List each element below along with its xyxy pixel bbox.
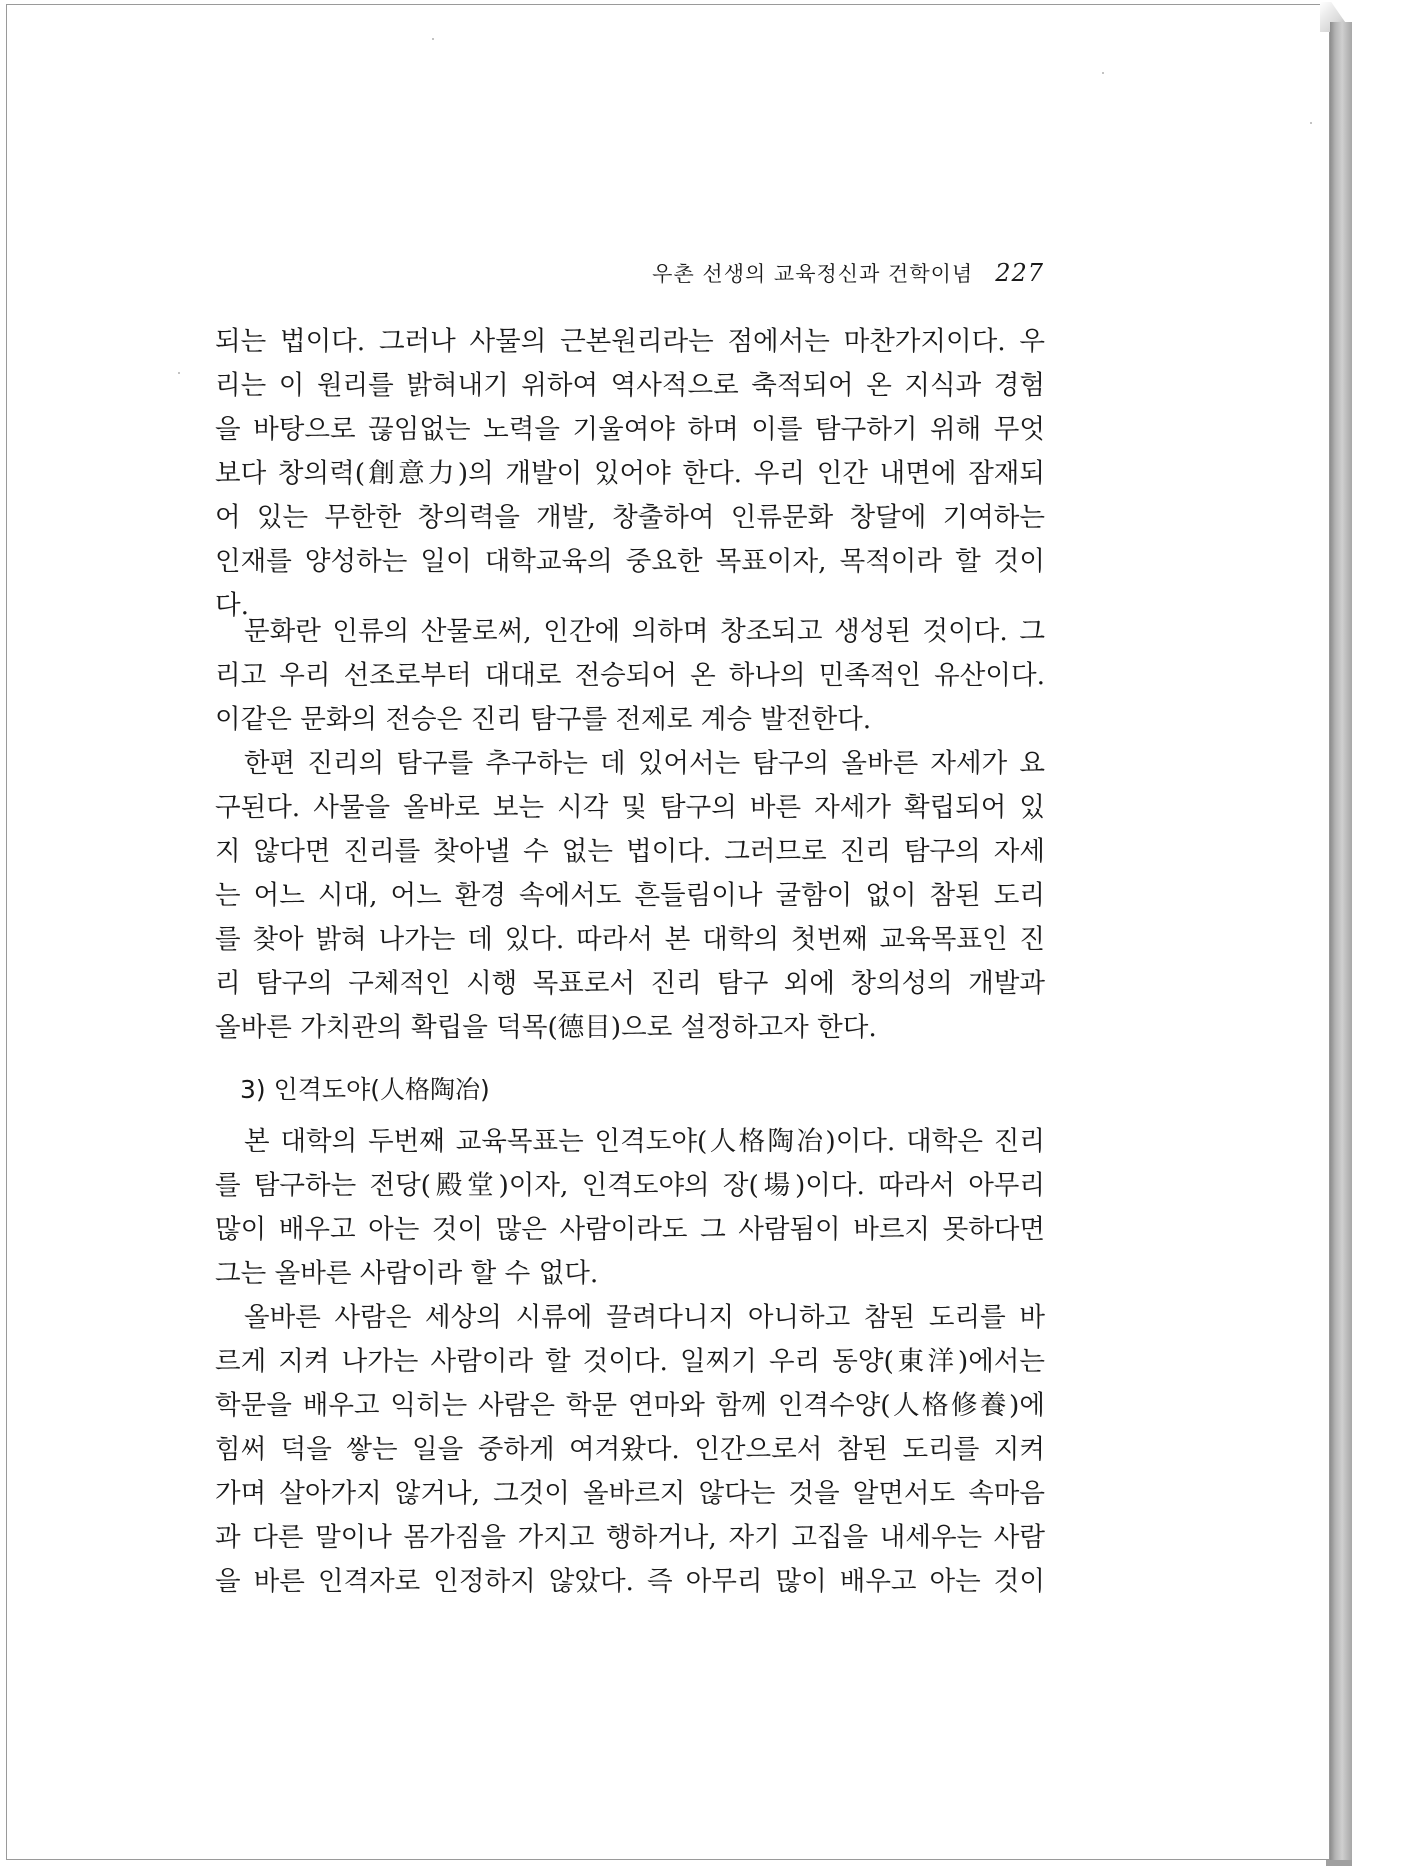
text-line: 는 어느 시대, 어느 환경 속에서도 흔들림이나 굴함이 없이 참된 도리 [215, 880, 1045, 911]
text-line: 을 바른 인격자로 인정하지 않았다. 즉 아무리 많이 배우고 아는 것이 [215, 1566, 1045, 1597]
text-line: 를 탐구하는 전당(殿堂)이자, 인격도야의 장(場)이다. 따라서 아무리 [215, 1170, 1045, 1201]
scan-speck [432, 38, 434, 40]
text-line: 한편 진리의 탐구를 추구하는 데 있어서는 탐구의 올바른 자세가 요 [244, 748, 1045, 779]
text-line: 가며 살아가지 않거나, 그것이 올바르지 않다는 것을 알면서도 속마음 [215, 1478, 1045, 1509]
text-line: 인재를 양성하는 일이 대학교육의 중요한 목표이자, 목적이라 할 것이 [215, 546, 1045, 577]
text-line: 본 대학의 두번째 교육목표는 인격도야(人格陶冶)이다. 대학은 진리 [244, 1126, 1045, 1157]
text-line: 리고 우리 선조로부터 대대로 전승되어 온 하나의 민족적인 유산이다. [215, 660, 1045, 691]
text-line: 보다 창의력(創意力)의 개발이 있어야 한다. 우리 인간 내면에 잠재되 [215, 458, 1045, 489]
text-line: 지 않다면 진리를 찾아낼 수 없는 법이다. 그러므로 진리 탐구의 자세 [215, 836, 1045, 867]
scan-speck [178, 372, 180, 374]
running-head [624, 258, 1044, 288]
text-line: 르게 지켜 나가는 사람이라 할 것이다. 일찌기 우리 동양(東洋)에서는 [215, 1346, 1045, 1377]
text-line: 힘써 덕을 쌓는 일을 중하게 여겨왔다. 인간으로서 참된 도리를 지켜 [215, 1434, 1045, 1465]
text-line: 구된다. 사물을 올바로 보는 시각 및 탐구의 바른 자세가 확립되어 있 [215, 792, 1045, 823]
text-line: 올바른 사람은 세상의 시류에 끌려다니지 아니하고 참된 도리를 바 [244, 1302, 1045, 1333]
text-line: 올바른 가치관의 확립을 덕목(德目)으로 설정하고자 한다. [215, 1012, 877, 1043]
section-heading: 3) 인격도야(人格陶冶) [240, 1075, 490, 1104]
text-line: 되는 법이다. 그러나 사물의 근본원리라는 점에서는 마찬가지이다. 우 [215, 326, 1045, 357]
page-edge-shadow-bottom [1326, 1860, 1352, 1866]
text-line: 과 다른 말이나 몸가짐을 가지고 행하거나, 자기 고집을 내세우는 사람 [215, 1522, 1045, 1553]
text-line: 어 있는 무한한 창의력을 개발, 창출하여 인류문화 창달에 기여하는 [215, 502, 1045, 533]
scan-speck [1102, 72, 1104, 74]
text-line: 이같은 문화의 전승은 진리 탐구를 전제로 계승 발전한다. [215, 704, 872, 735]
text-line: 리 탐구의 구체적인 시행 목표로서 진리 탐구 외에 창의성의 개발과 [215, 968, 1045, 999]
text-line: 리는 이 원리를 밝혀내기 위하여 역사적으로 축적되어 온 지식과 경험 [215, 370, 1045, 401]
text-line: 를 찾아 밝혀 나가는 데 있다. 따라서 본 대학의 첫번째 교육목표인 진 [215, 924, 1045, 955]
text-line: 을 바탕으로 끊임없는 노력을 기울여야 하며 이를 탐구하기 위해 무엇 [215, 414, 1045, 445]
text-line: 많이 배우고 아는 것이 많은 사람이라도 그 사람됨이 바르지 못하다면 [215, 1214, 1045, 1245]
text-line: 다. [215, 590, 250, 621]
scan-speck [1310, 122, 1312, 124]
text-line: 문화란 인류의 산물로써, 인간에 의하며 창조되고 생성된 것이다. 그 [244, 616, 1045, 647]
text-line: 그는 올바른 사람이라 할 수 없다. [215, 1258, 599, 1289]
page-edge-shadow [1330, 22, 1352, 1864]
text-line: 학문을 배우고 익히는 사람은 학문 연마와 함께 인격수양(人格修養)에 [215, 1390, 1045, 1421]
running-head-title: 우촌 선생의 교육정신과 건학이념 [652, 262, 974, 286]
page-number: 227 [995, 259, 1044, 287]
